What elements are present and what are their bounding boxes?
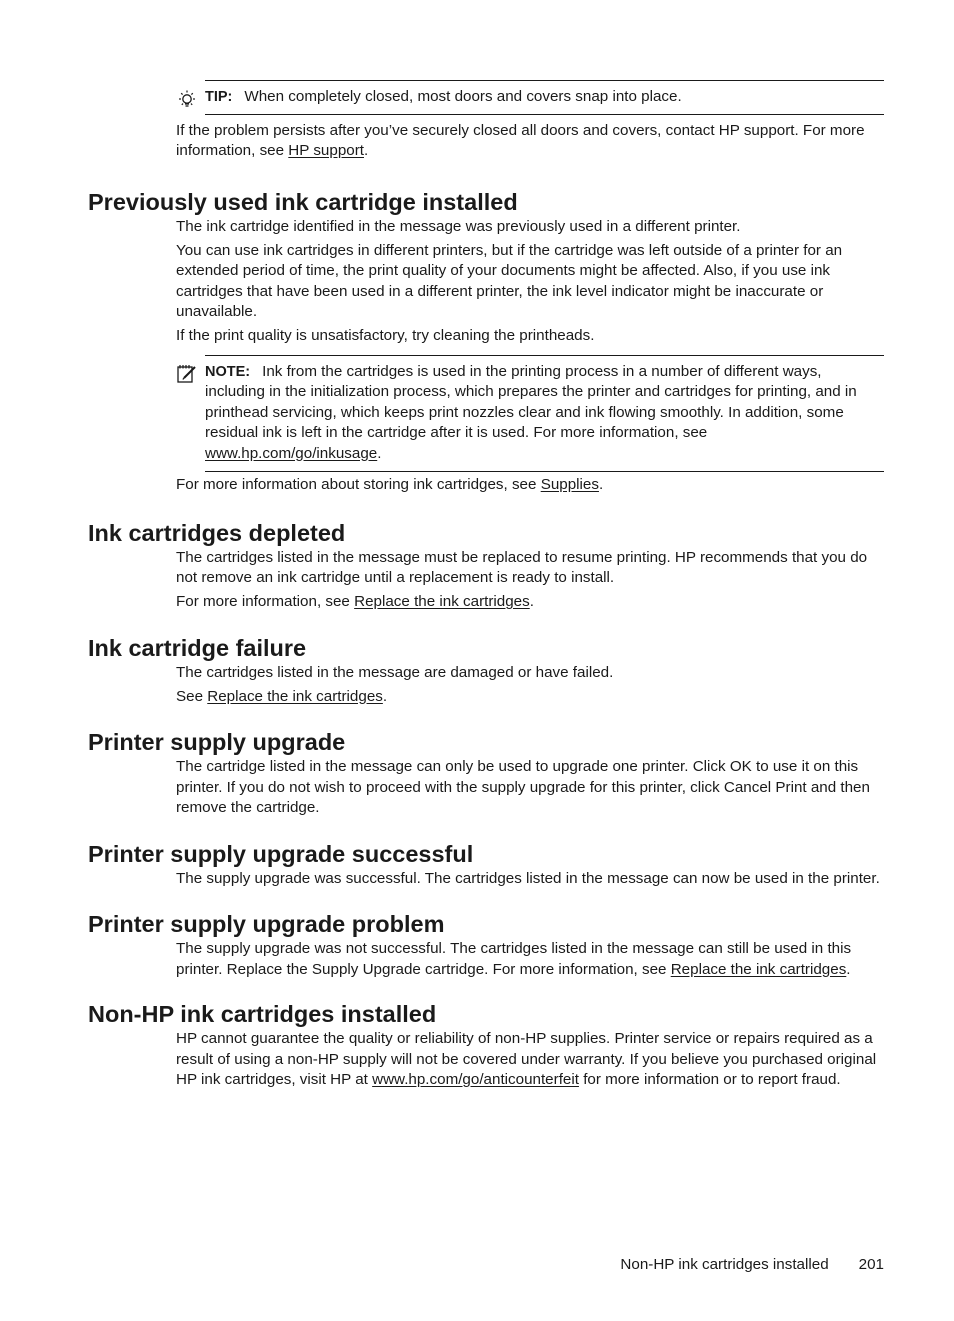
footer-section-title: Non-HP ink cartridges installed [620, 1256, 829, 1273]
non-hp-text: HP cannot guarantee the quality or reliability of non-HP supplies. Printer service or repairs required as a result of using a non-HP supply will not be covered under warranty. If you believe you purchased original HP ink cartridges, visit HP at [176, 1030, 877, 1088]
depleted-replace-link[interactable]: Replace the ink cartridges [354, 593, 530, 610]
upgrade-successful-p1: The supply upgrade was successful. The cartridges listed in the message can now be used in the printer. [176, 869, 880, 887]
storing-end: . [598, 476, 604, 493]
heading-upgrade-successful: Printer supply upgrade successful [88, 840, 474, 867]
upgrade-problem-body [176, 939, 884, 980]
tip-label: TIP: [205, 89, 233, 105]
note-pencil-icon [176, 363, 198, 385]
tip-content [205, 81, 884, 114]
intro-end: . [364, 142, 369, 159]
upgrade-p1: The cartridge listed in the message can only be used to upgrade one printer. Click OK to use it on this printer. If you do not wish to proceed with the supply upgrade for this printer, click Cancel Print and then remove the cartridge. [176, 758, 870, 816]
failure-p1: The cartridges listed in the message are damaged or have failed. [176, 663, 614, 681]
lightbulb-icon [176, 89, 198, 111]
upgrade-problem-replace-link[interactable]: Replace the ink cartridges [670, 960, 847, 978]
heading-failure: Ink cartridge failure [88, 634, 307, 661]
upgrade-problem-end: . [846, 960, 851, 978]
depleted-p2-text: For more information, see [176, 593, 350, 610]
supplies-link[interactable]: Supplies [540, 476, 599, 493]
heading-previously-used: Previously used ink cartridge installed [88, 188, 518, 215]
failure-replace-link[interactable]: Replace the ink cartridges [207, 687, 383, 705]
intro-paragraph [176, 121, 884, 162]
previously-used-p1: The ink cartridge identified in the message was previously used in a different printer. [176, 217, 741, 235]
previously-used-body [176, 217, 884, 347]
hp-support-link[interactable]: HP support [288, 142, 364, 159]
depleted-p1: The cartridges listed in the message must be replaced to resume printing. HP recommends that you do not remove an ink cartridge until a replacement is ready to install. [176, 548, 868, 586]
note-text: Ink from the cartridges is used in the printing process in a number of different ways, including in the initialization process, which prepares the printer and cartridges for printing, and in printhead servicing, which keeps print nozzles clear and ink flowing smoothly. In addition, some residual ink is left in the cartridge after it is used. For more information, see [205, 362, 857, 441]
upgrade-body [176, 757, 884, 819]
note-bottom-rule [205, 471, 884, 472]
tip-callout [176, 80, 884, 115]
tip-text: When completely closed, most doors and covers snap into place. [244, 88, 682, 105]
previously-used-p2: You can use ink cartridges in different printers, but if the cartridge was left outside of a printer for an extended period of time, the print quality of your documents might be affected. Also, if you use ink cartridges that have been used in a different printer, the ink level indicator might be inaccurate or unavailable. [176, 241, 843, 320]
depleted-p2-end: . [529, 593, 534, 610]
note-end: . [377, 444, 382, 462]
heading-upgrade: Printer supply upgrade [88, 729, 346, 755]
depleted-body [176, 548, 884, 613]
non-hp-body [176, 1029, 884, 1091]
failure-p2-end: . [382, 687, 388, 705]
upgrade-problem-text: The supply upgrade was not successful. The cartridges listed in the message can still be used in this printer. Replace the Supply Upgrade cartridge. For more information, see [176, 940, 852, 978]
note-content [205, 356, 884, 472]
inkusage-link[interactable]: www.hp.com/go/inkusage [205, 444, 378, 462]
non-hp-end: for more information or to report fraud. [583, 1071, 841, 1088]
failure-p2-text: See [176, 687, 204, 705]
intro-text: If the problem persists after you’ve securely closed all doors and covers, contact HP support. For more information, see [176, 121, 865, 159]
page-footer [620, 1256, 884, 1273]
anticounterfeit-link[interactable]: www.hp.com/go/anticounterfeit [372, 1071, 579, 1088]
upgrade-successful-body [176, 869, 884, 890]
tip-bottom-rule [205, 114, 884, 115]
heading-depleted: Ink cartridges depleted [88, 519, 346, 546]
footer-page-number: 201 [858, 1256, 884, 1273]
note-label: NOTE: [205, 363, 251, 380]
heading-upgrade-problem: Printer supply upgrade problem [88, 911, 445, 937]
previously-used-p3: If the print quality is unsatisfactory, try cleaning the printheads. [176, 327, 595, 344]
failure-body [176, 663, 884, 708]
note-callout [176, 355, 884, 473]
heading-non-hp: Non-HP ink cartridges installed [88, 1001, 437, 1027]
storing-paragraph [176, 475, 884, 496]
storing-text: For more information about storing ink cartridges, see [176, 476, 537, 493]
